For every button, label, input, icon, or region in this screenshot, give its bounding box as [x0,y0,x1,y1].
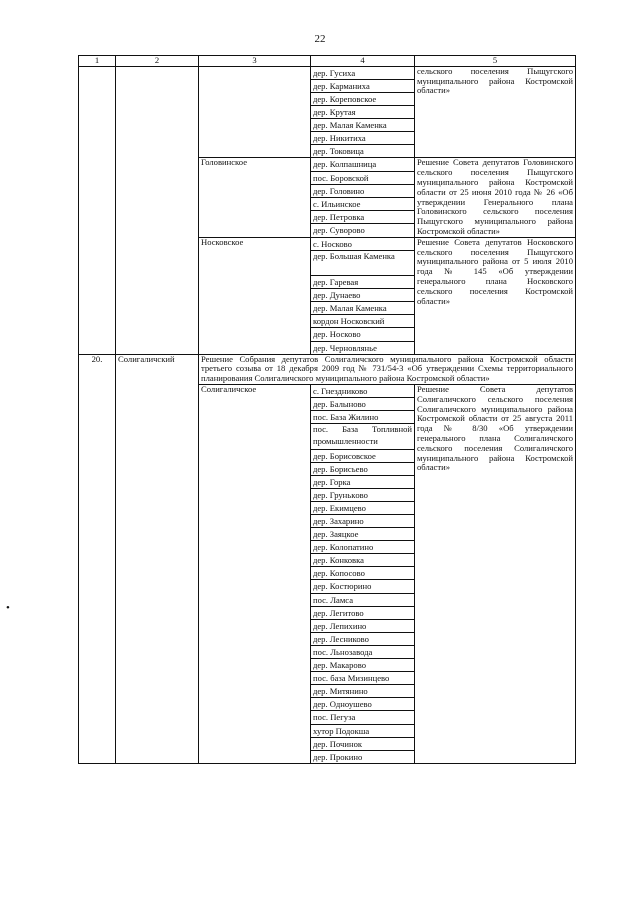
settlement-cell-empty [199,66,311,158]
village-item: кордон Носковский [311,315,414,328]
village-item: дер. Макарово [311,659,414,672]
village-item: дер. Малая Каменка [311,119,414,132]
decision-text: Решение Совета депутатов Носковского сельского поселения Пыщугского муниципального района от 5 июля 2010 года № 145 «Об утверждении генерального плана Носковского сельского поселения Костромской области» [415,237,576,354]
decision-text: сельского поселения Пыщугского муниципального района Костромской области» [415,66,576,158]
village-item: дер. Екимцево [311,502,414,515]
village-item: дер. Лепихино [311,620,414,633]
village-item: пос. Боровской [311,172,414,185]
village-item: дер. Костюрино [311,580,414,593]
village-item: пос. Льнозавода [311,646,414,659]
village-item: дер. Захарино [311,515,414,528]
settlements-table [78,55,576,764]
village-item: дер. Конковка [311,554,414,567]
col-header-4: 4 [311,56,415,67]
village-item: дер. Легитово [311,607,414,620]
settlement-name: Носковское [199,237,311,354]
village-item: дер. Митянино [311,685,414,698]
district-cell-empty [116,66,199,354]
table-row [79,354,576,384]
district-name: Солигаличский [116,354,199,763]
village-item: дер. Карманиха [311,80,414,93]
village-item: с. Носково [311,238,414,251]
village-item: дер. Петровка [311,211,414,224]
page-number: 22 [314,33,326,45]
village-item: дер. Гаревая [311,276,414,289]
row-number: 20. [79,354,116,763]
village-item: дер. Головино [311,185,414,198]
village-item: дер. Дунаево [311,289,414,302]
village-item: хутор Подокша [311,725,414,738]
margin-dot: • [6,602,10,614]
col-header-1: 1 [79,56,116,67]
village-item: дер. Малая Каменка [311,302,414,315]
village-item: дер. Крутая [311,106,414,119]
village-item: пос. База Топливной промышленности [311,424,414,449]
village-item: дер. Никитиха [311,132,414,145]
settlement-name: Солигаличское [199,385,311,764]
village-item: дер. Прокино [313,751,363,762]
village-list [311,66,415,158]
district-decision-text: Решение Собрания депутатов Солигаличского муниципального района Костромской области третьего созыва от 18 декабря 2009 год № 731/54-3 «Об утверждении Схемы территориального планирования Солигаличского муниципального района Костромской области» [199,354,576,384]
decision-text: Решение Совета депутатов Головинского сельского поселения Пыщугского муниципального района Костромской области от 25 июня 2010 года № 26 «Об утверждении Генерального плана Головинского сельского поселения Пыщугского муниципального района Костромской области» [415,158,576,237]
village-item: дер. Балыново [311,398,414,411]
village-list [311,158,415,237]
number-cell-empty [79,66,116,354]
table-row [79,66,576,158]
village-item: дер. Лесниково [311,633,414,646]
village-list [311,385,415,764]
village-list [311,237,415,354]
village-item: дер. Борисьево [311,463,414,476]
village-item: дер. Грунькoво [311,489,414,502]
village-item: пос. база Мизинцево [311,672,414,685]
village-item: дер. Колпашница [311,158,414,171]
village-item: с. Ильинское [311,198,414,211]
village-item: дер. Починок [311,738,414,751]
village-item: дер. Копосово [311,567,414,580]
village-item: дер. Кореповское [311,93,414,106]
village-item: дер. Горка [311,476,414,489]
village-item: дер. Черновлянье [313,342,377,353]
col-header-5: 5 [415,56,576,67]
village-item: дер. Суворово [313,224,365,235]
village-item: дер. Заяцкое [311,528,414,541]
village-item: дер. Большая Каменка [311,251,414,276]
village-item: дер. Борисовское [311,450,414,463]
village-item: дер. Токовица [313,146,364,157]
village-item: пос. База Жилино [311,411,414,424]
col-header-2: 2 [116,56,199,67]
header-row [79,56,576,67]
decision-text: Решение Совета депутатов Солигаличского сельского поселения Солигаличского муниципального района Костромской области от 25 августа 2011 года № 8/30 «Об утверждении генерального плана Солигаличского сельского поселения Солигаличского муниципального района Костромской области» [415,385,576,764]
col-header-3: 3 [199,56,311,67]
village-item: дер. Колопатино [311,541,414,554]
village-item: дер. Носково [311,328,414,341]
village-item: дер. Одноушево [311,698,414,711]
settlement-name: Головинское [199,158,311,237]
village-item: с. Гнездниково [311,385,414,398]
village-item: пос. Пегуза [311,711,414,724]
village-item: дер. Гусиха [311,67,414,80]
village-item: пос. Ламса [311,594,414,607]
